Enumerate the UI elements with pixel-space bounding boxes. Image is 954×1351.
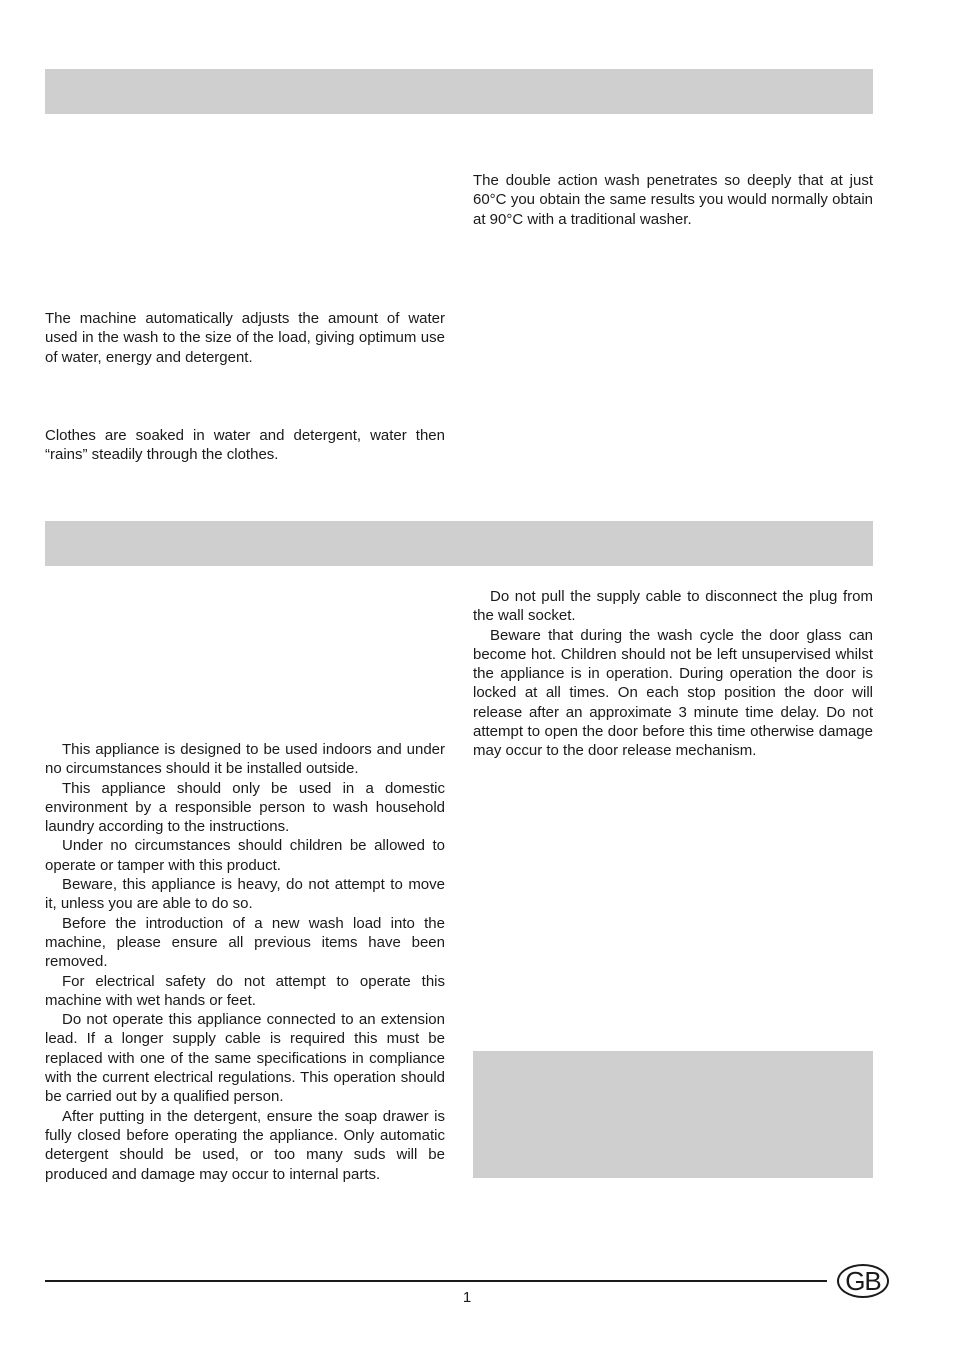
safety-paragraph: Under no circumstances should children be allowed to operate or tamper with this product.: [45, 837, 445, 874]
page-number: 1: [462, 1289, 472, 1306]
country-badge: GB: [837, 1264, 889, 1298]
water-adjust-paragraph: The machine automatically adjusts the amount of water used in the wash to the size of the load, giving optimum use of water, energy and detergent.: [45, 310, 445, 366]
safety-paragraph: This appliance should only be used in a domestic environment by a responsible person to wash household laundry according to the instructions.: [45, 779, 445, 836]
footer-rule: [45, 1280, 827, 1282]
safety-paragraph: Beware that during the wash cycle the door glass can become hot. Children should not be left unsupervised whilst the appliance is in operation. During operation the door is locked at all times. On each stop position the door will release after an approximate 3 minute time delay. Do not attempt to open the door before this time otherwise damage may occur to the door release mechanism.: [473, 626, 873, 760]
safety-paragraph: Before the introduction of a new wash load into the machine, please ensure all previous items have been removed.: [45, 914, 445, 971]
header-band-top: [45, 69, 873, 114]
left-column-soak: [45, 426, 445, 465]
safety-right-column: [473, 587, 873, 761]
left-column-top: [45, 309, 445, 367]
right-column-top: [473, 171, 873, 229]
safety-paragraph: This appliance is designed to be used indoors and under no circumstances should it be installed outside.: [45, 741, 445, 778]
safety-paragraph: Beware, this appliance is heavy, do not attempt to move it, unless you are able to do so.: [45, 876, 445, 913]
safety-paragraph: Do not pull the supply cable to disconnect the plug from the wall socket.: [473, 588, 873, 625]
double-action-wash-paragraph: The double action wash penetrates so deeply that at just 60°C you obtain the same results you would normally obtain at 90°C with a traditional washer.: [473, 172, 873, 228]
safety-paragraph: After putting in the detergent, ensure the soap drawer is fully closed before operating the appliance. Only automatic detergent should be used, or too many suds will be produced and damage may occur to internal parts.: [45, 1107, 445, 1183]
grey-box: [473, 1051, 873, 1178]
safety-paragraph: For electrical safety do not attempt to operate this machine with wet hands or feet.: [45, 972, 445, 1009]
safety-left-column: [45, 740, 445, 1184]
soak-paragraph: Clothes are soaked in water and detergent, water then “rains” steadily through the clothes.: [45, 427, 445, 464]
header-band-safety: [45, 521, 873, 566]
safety-paragraph: Do not operate this appliance connected to an extension lead. If a longer supply cable is required this must be replaced with one of the same specifications in compliance with the current electrical regulations. This operation should be carried out by a qualified person.: [45, 1011, 445, 1106]
